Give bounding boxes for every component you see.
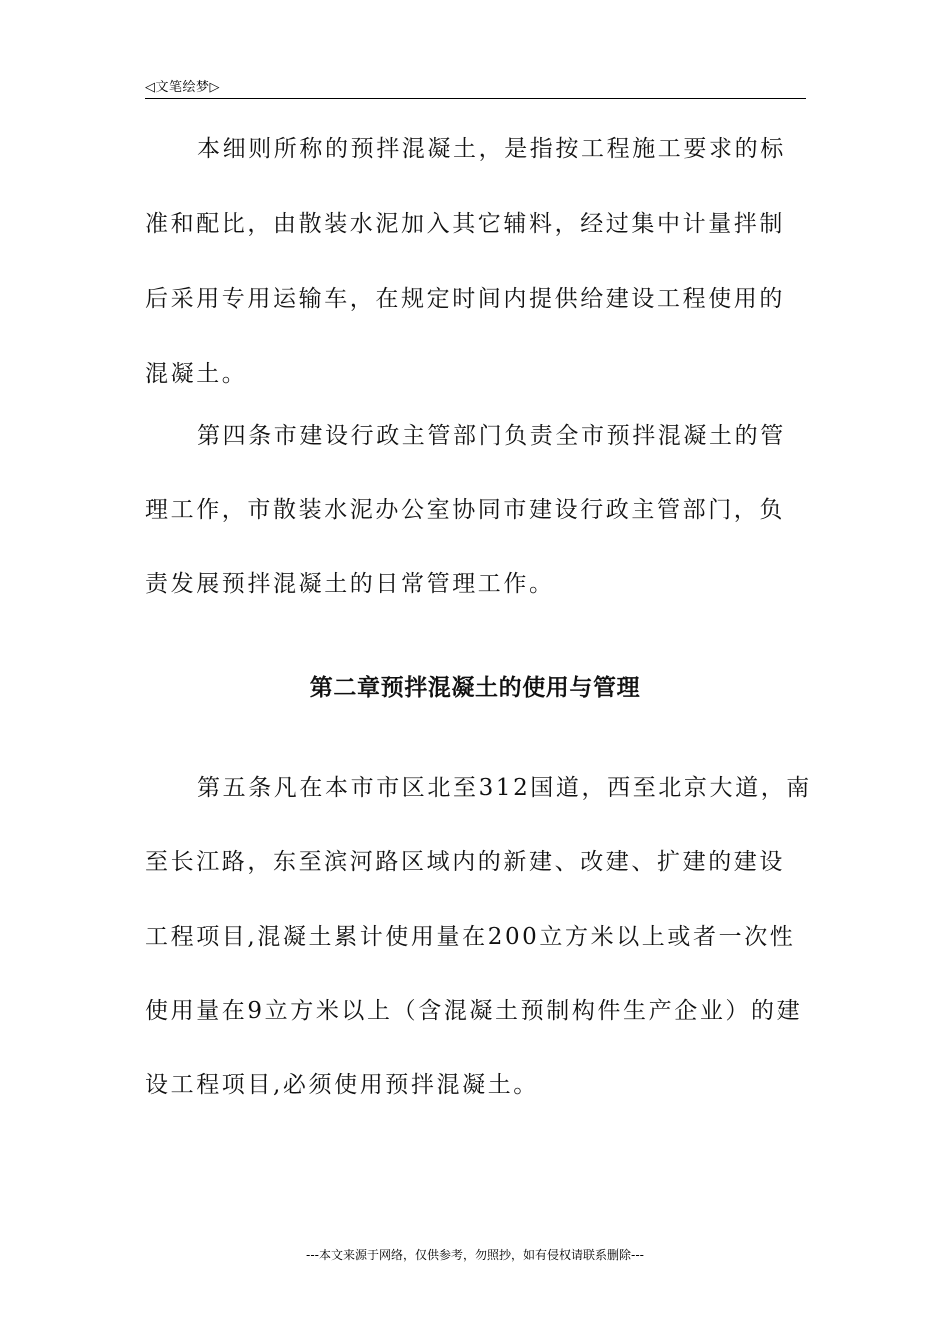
- paragraph-1-line-2: 准和配比，由散装水泥加入其它辅料，经过集中计量拌制: [145, 211, 785, 237]
- page-footer: ---本文来源于网络，仅供参考，勿照抄，如有侵权请联系删除---: [306, 1248, 644, 1262]
- paragraph-3-line-1: 第五条凡在本市市区北至312国道，西至北京大道，南: [197, 775, 812, 801]
- paragraph-3-line-2: 至长江路，东至滨河路区域内的新建、改建、扩建的建设: [145, 849, 785, 875]
- paragraph-3-line-5: 设工程项目,必须使用预拌混凝土。: [145, 1072, 539, 1098]
- paragraph-2-line-2: 理工作，市散装水泥办公室协同市建设行政主管部门，负: [145, 497, 785, 523]
- paragraph-2-line-1: 第四条市建设行政主管部门负责全市预拌混凝土的管: [197, 423, 786, 449]
- chapter-heading: 第二章预拌混凝土的使用与管理: [309, 675, 641, 701]
- paragraph-1-line-3: 后采用专用运输车，在规定时间内提供给建设工程使用的: [145, 286, 785, 312]
- header-text: ◁文笔绘梦▷: [145, 80, 220, 95]
- paragraph-1-line-4: 混凝土。: [145, 361, 248, 387]
- page-header: [145, 74, 806, 99]
- paragraph-2-line-3: 责发展预拌混凝土的日常管理工作。: [145, 571, 555, 597]
- paragraph-1-line-1: 本细则所称的预拌混凝土，是指按工程施工要求的标: [197, 136, 786, 162]
- paragraph-3-line-3: 工程项目,混凝土累计使用量在200立方米以上或者一次性: [145, 924, 796, 950]
- paragraph-3-line-4: 使用量在9立方米以上（含混凝土预制构件生产企业）的建: [145, 998, 803, 1024]
